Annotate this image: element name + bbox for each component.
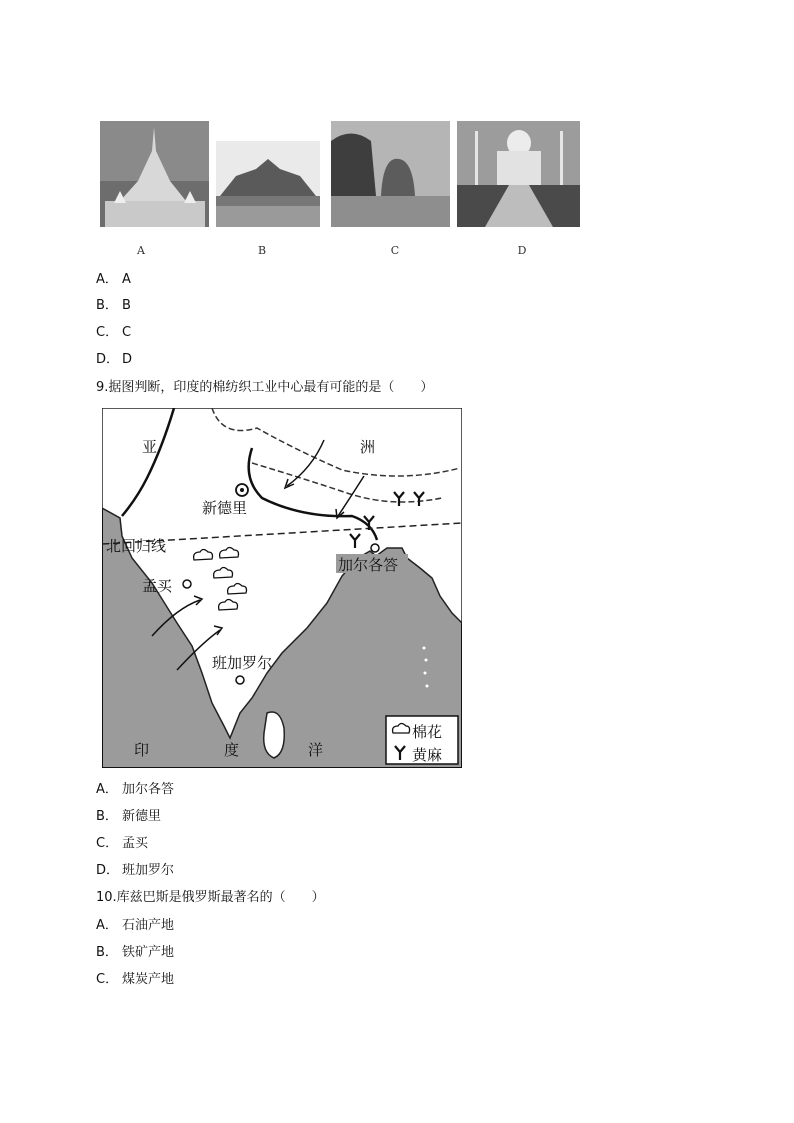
map-sri-lanka	[264, 712, 285, 758]
q9-option-c[interactable]: C． 孟买	[96, 836, 149, 851]
image-label-b: B	[257, 244, 267, 257]
photo-a-pagoda	[100, 121, 209, 227]
image-label-d: D	[517, 244, 527, 257]
photo-d-mausoleum	[457, 121, 580, 227]
legend-cotton-label: 棉花	[412, 723, 443, 741]
label-bangalore: 班加罗尔	[212, 654, 273, 672]
label-zhou: 洲	[360, 438, 376, 456]
q9-option-b[interactable]: B． 新德里	[96, 809, 162, 824]
photo-c-karst-bay	[331, 121, 450, 227]
mumbai-marker	[183, 580, 191, 588]
q10-option-c[interactable]: C． 煤炭产地	[96, 972, 175, 987]
q10-stem: 10.库兹巴斯是俄罗斯最著名的（ ）	[96, 890, 325, 905]
q9-option-a[interactable]: A． 加尔各答	[96, 782, 175, 797]
bangalore-marker	[236, 676, 244, 684]
india-map	[102, 408, 462, 768]
kolkata-marker	[371, 544, 379, 552]
q9-option-d[interactable]: D． 班加罗尔	[96, 863, 175, 878]
label-ya: 亚	[142, 438, 158, 456]
label-yin: 印	[134, 741, 150, 759]
q8-option-d[interactable]: D． D	[96, 352, 133, 367]
q8-option-a[interactable]: A． A	[96, 272, 131, 287]
q10-option-b[interactable]: B． 铁矿产地	[96, 945, 175, 960]
image-label-a: A	[137, 244, 145, 257]
q9-stem: 9.据图判断，印度的棉纺织工业中心最有可能的是（ ）	[96, 380, 434, 395]
photo-b-temple	[216, 121, 320, 227]
q8-option-c[interactable]: C． C	[96, 325, 132, 340]
q10-option-a[interactable]: A． 石油产地	[96, 918, 175, 933]
q8-option-b[interactable]: B． B	[96, 298, 131, 313]
legend-jute-label: 黄麻	[412, 746, 443, 764]
label-mumbai: 孟买	[142, 577, 173, 595]
image-label-c: C	[390, 244, 400, 257]
label-du: 度	[224, 741, 240, 759]
label-yang: 洋	[308, 741, 324, 759]
label-tropic: 北回归线	[106, 537, 167, 555]
label-delhi: 新德里	[202, 499, 248, 517]
label-kolkata: 加尔各答	[338, 556, 399, 574]
